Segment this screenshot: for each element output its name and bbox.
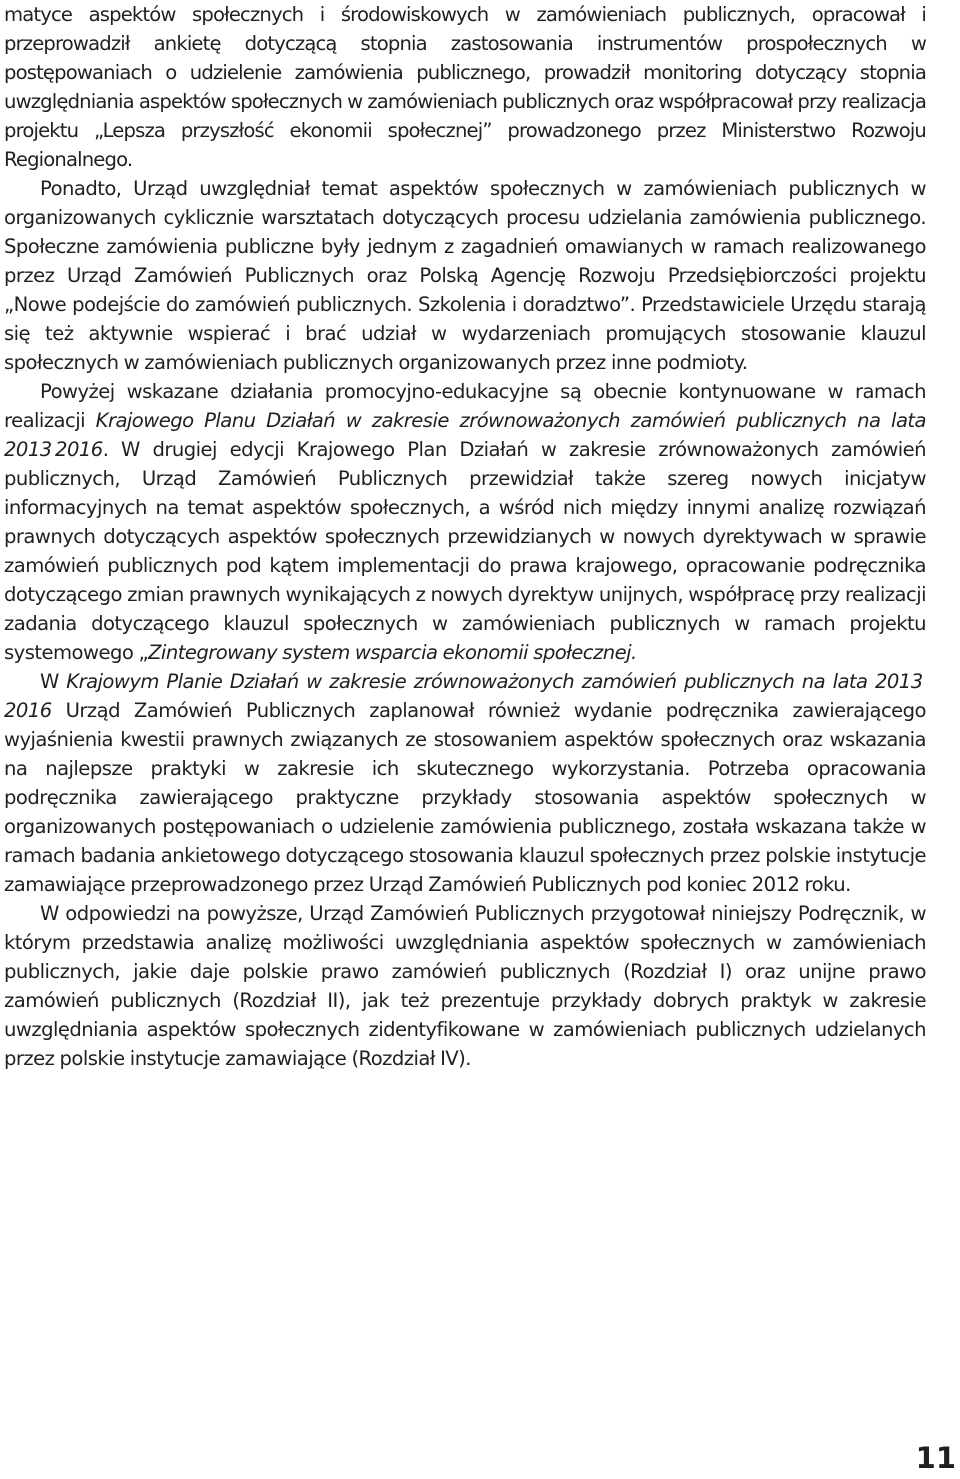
paragraph-p1 <box>4 0 926 174</box>
italic-title-run: Krajowym Planie Działań w zakresie zrównoważonych zamówień publicznych na lata 2013 2016 <box>4 670 926 722</box>
paragraph-p4 <box>4 667 926 899</box>
paragraph-p5 <box>4 899 926 1073</box>
text-run: Ponadto, Urząd uwzględniał temat aspektów społecznych w zamówieniach publicznych w organizowanych cyklicznie warsztatach dotyczących procesu udzielania zamówienia publicznego. Społeczne zamówienia publiczne były jednym z zagadnień omawianych w ramach realizowanego przez Urząd Zamówień Publicznych oraz Polską Agencję Rozwoju Przedsiębiorczości projektu „Nowe podejście do zamówień publicznych. Szkolenia i doradztwo”. Przedstawiciele Urzędu starają się też aktywnie wspierać i brać udział w wydarzeniach promujących stosowanie klauzul społecznych w zamówieniach publicznych organizowanych przez inne podmioty. <box>4 177 926 374</box>
document-body <box>4 0 926 1073</box>
text-run: matyce aspektów społecznych i środowiskowych w zamówieniach publicznych, opracował i przeprowadził ankietę dotyczącą stopnia zastosowania instrumentów prospołecznych w postępowaniach o udzielenie zamówienia publicznego, prowadził monitoring dotyczący stopnia uwzględniania aspektów społecznych w zamówieniach publicznych oraz współpracował przy realizacja projektu „Lepsza przyszłość ekonomii społecznej” prowadzonego przez Ministerstwo Rozwoju Regionalnego. <box>4 3 926 171</box>
text-run: Urząd Zamówień Publicznych zaplanował również wydanie podręcznika zawierającego wyjaśnienia kwestii prawnych związanych ze stosowaniem aspektów społecznych oraz wskazania na najlepsze praktyki w zakresie ich skutecznego wykorzystania. Potrzeba opracowania podręcznika zawierającego praktyczne przykłady stosowania aspektów społecznych w organizowanych postępowaniach o udzielenie zamówienia publicznego, została wskazana także w ramach badania ankietowego dotyczącego stosowania klauzul społecznych przez polskie instytucje zamawiające przeprowadzonego przez Urząd Zamówień Publicznych pod koniec 2012 roku. <box>4 699 926 896</box>
paragraph-p2 <box>4 174 926 377</box>
text-run: W <box>40 670 67 693</box>
paragraph-p3 <box>4 377 926 667</box>
page-number: 11 <box>915 1441 956 1475</box>
text-run: W odpowiedzi na powyższe, Urząd Zamówień Publicznych przygotował niniejszy Podręcznik, w którym przedstawia analizę możliwości uwzględniania aspektów społecznych w zamówieniach publicznych, jakie daje polskie prawo zamówień publicznych (Rozdział I) oraz unijne prawo zamówień publicznych (Rozdział II), jak też prezentuje przykłady dobrych praktyk w zakresie uwzględniania aspektów społecznych zidentyfikowane w zamówieniach publicznych udzielanych przez polskie instytucje zamawiające (Rozdział IV). <box>4 902 926 1070</box>
italic-title-run: Krajowego Planu Działań w zakresie zrównoważonych zamówień publicznych na lata 2013 2016 <box>4 409 926 461</box>
text-run: . W drugiej edycji Krajowego Plan Działań w zakresie zrównoważonych zamówień publicznych, Urząd Zamówień Publicznych przewidział także szereg nowych inicjatyw informacyjnych na temat aspektów społecznych, a wśród nich między innymi analizę rozwiązań prawnych dotyczących aspektów społecznych przewidzianych w nowych dyrektywach w sprawie zamówień publicznych pod kątem implementacji do prawa krajowego, opracowanie podręcznika dotyczącego zmian prawnych wynikających z nowych dyrektyw unijnych, współpracę przy realizacji zadania dotyczącego klauzul społecznych w zamówieniach publicznych w ramach projektu systemowego „ <box>4 438 926 664</box>
text-run: Powyżej wskazane działania promocyjno-edukacyjne są obecnie kontynuowane w ramach realizacji <box>4 380 926 432</box>
italic-title-run: Zintegrowany system wsparcia ekonomii społecznej. <box>148 641 637 664</box>
